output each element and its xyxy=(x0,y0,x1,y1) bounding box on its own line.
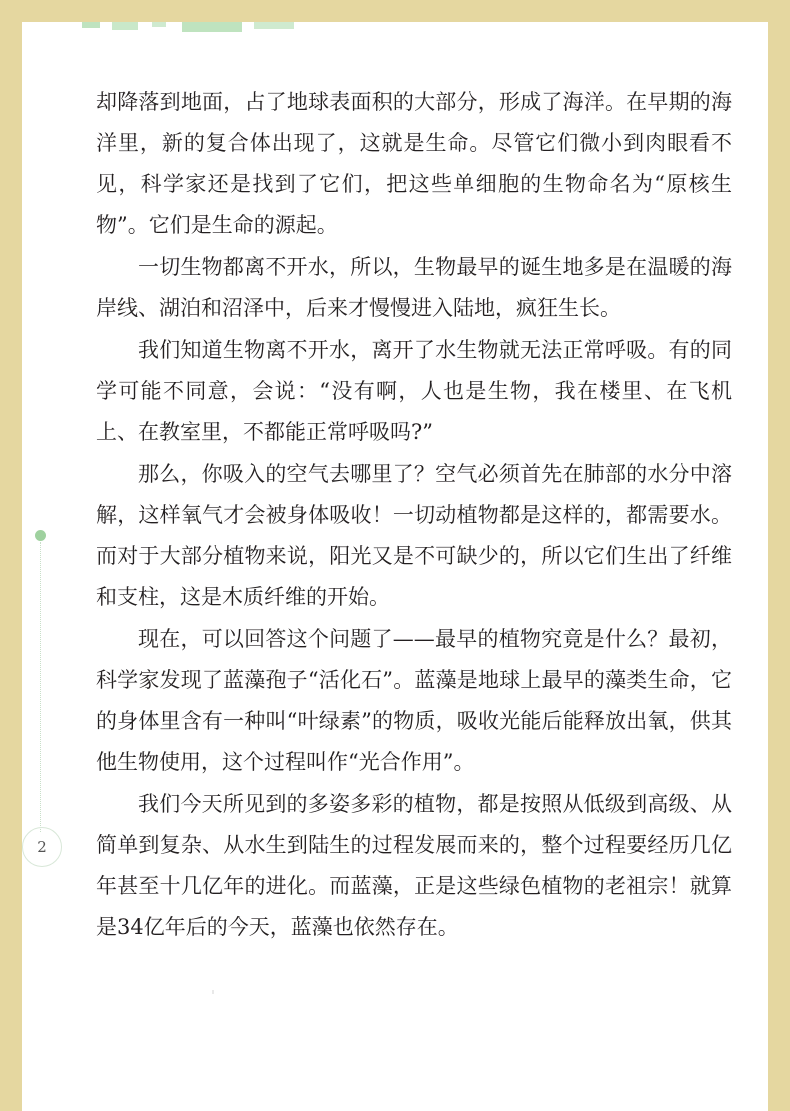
scan-artifact xyxy=(212,990,214,994)
body-text xyxy=(96,82,732,949)
margin-dot-icon xyxy=(35,530,46,541)
paragraph: 我们今天所见到的多姿多彩的植物，都是按照从低级到高级、从简单到复杂、从水生到陆生的过程发展而来的，整个过程要经历几亿年甚至十几亿年的进化。而蓝藻，正是这些绿色植物的老祖宗！就算是34亿年后的今天，蓝藻也依然存在。 xyxy=(96,792,732,939)
top-decoration xyxy=(82,22,322,38)
paragraph: 我们知道生物离不开水，离开了水生物就无法正常呼吸。有的同学可能不同意，会说：“没有啊，人也是生物，我在楼里、在飞机上、在教室里，不都能正常呼吸吗?” xyxy=(96,338,732,444)
book-page xyxy=(22,22,768,1111)
paragraph: 却降落到地面，占了地球表面积的大部分，形成了海洋。在早期的海洋里，新的复合体出现了，这就是生命。尽管它们微小到肉眼看不见，科学家还是找到了它们，把这些单细胞的生物命名为“原核生物”。它们是生命的源起。 xyxy=(96,90,732,237)
paragraph: 现在，可以回答这个问题了——最早的植物究竟是什么？最初，科学家发现了蓝藻孢子“活化石”。蓝藻是地球上最早的藻类生命，它的身体里含有一种叫“叶绿素”的物质，吸收光能后能释放出氧，供其他生物使用，这个过程叫作“光合作用”。 xyxy=(96,627,732,774)
page-number: 2 xyxy=(22,827,62,867)
paragraph: 那么，你吸入的空气去哪里了？空气必须首先在肺部的水分中溶解，这样氧气才会被身体吸收！一切动植物都是这样的，都需要水。而对于大部分植物来说，阳光又是不可缺少的，所以它们生出了纤维和支柱，这是木质纤维的开始。 xyxy=(96,462,732,609)
paragraph: 一切生物都离不开水，所以，生物最早的诞生地多是在温暖的海岸线、湖泊和沼泽中，后来才慢慢进入陆地，疯狂生长。 xyxy=(96,255,732,320)
margin-dotted-line xyxy=(40,542,41,832)
